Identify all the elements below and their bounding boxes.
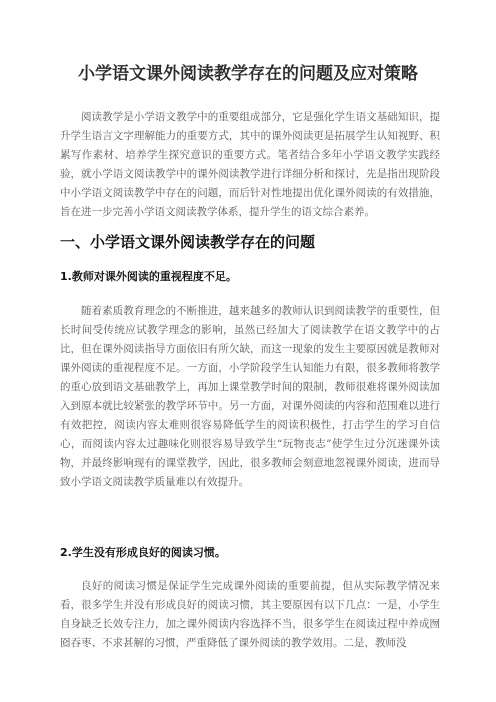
subsection-heading-1: 1.教师对课外阅读的重视程度不足。: [60, 270, 237, 283]
section-heading: 一、小学语文课外阅读教学存在的问题: [60, 233, 316, 251]
subsection-heading-2: 2.学生没有形成良好的阅读习惯。: [60, 546, 226, 559]
document-title: 小学语文课外阅读教学存在的问题及应对策略: [78, 64, 418, 84]
intro-paragraph: 阅读教学是小学语文教学中的重要组成部分，它是强化学生语文基础知识，提升学生语言文字理解能力的重要方式，其中的课外阅读更是拓展学生认知视野、积累写作素材、培养学生探究意识的重要方式。笔者结合多年小学语文教学实践经验，就小学语文阅读教学中的课外阅读教学进行详细分析和探讨，先是指出现阶段中小学语文阅读教学中存在的问题，而后针对性地提出优化课外阅读的有效措施，旨在进一步完善小学语文阅读教学体系，提升学生的语文综合素养。: [60, 111, 440, 218]
subsection-body-1: 随着素质教育理念的不断推进，越来越多的教师认识到阅读教学的重要性，但长时间受传统应试教学理念的影响，虽然已经加大了阅读教学在语文教学中的占比，但在课外阅读指导方面依旧有所欠缺，而这一现象的发生主要原因就是教师对课外阅读的重视程度不足。一方面，小学阶段学生认知能力有限，很多教师将教学的重心放到语文基础教学上，再加上课堂教学时间的限制，教师很难将课外阅读加入到原本就比较紧张的教学环节中。另一方面，对课外阅读的内容和范围难以进行有效把控，阅读内容太难则很容易降低学生的阅读积极性，打击学生的学习自信心，而阅读内容太过趣味化则很容易导致学生“玩物丧志”使学生过分沉迷课外读物，并最终影响现有的课堂教学，因此，很多教师会刻意地忽视课外阅读，进而导致小学语文阅读教学质量难以有效提升。: [60, 305, 440, 488]
subsection-body-2: 良好的阅读习惯是保证学生完成课外阅读的重要前提，但从实际教学情况来看，很多学生并没有形成良好的阅读习惯，其主要原因有以下几点：一是，小学生自身缺乏长效专注力，加之课外阅读内容选择不当，很多学生在阅读过程中养成囫囵吞枣、不求甚解的习惯，严重降低了课外阅读的教学效用。二是，教师没: [60, 580, 440, 649]
